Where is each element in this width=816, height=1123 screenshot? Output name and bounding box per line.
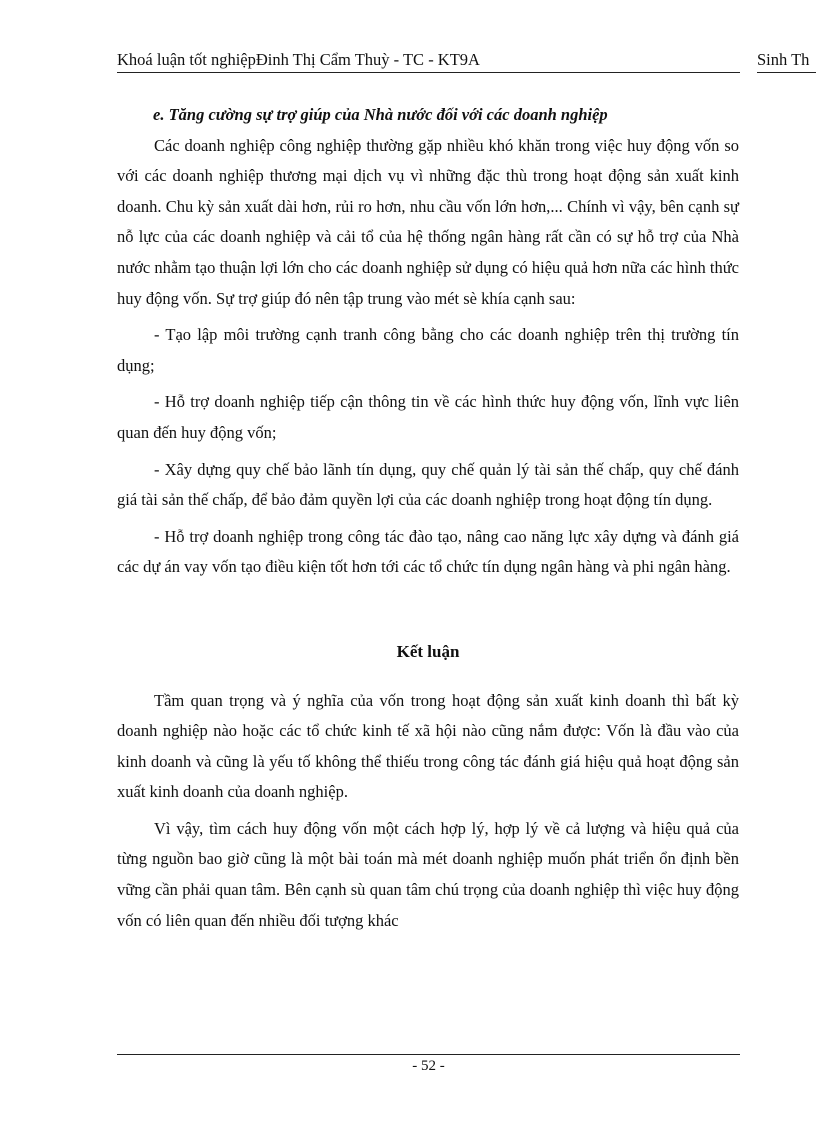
section-intro-paragraph: Các doanh nghiệp công nghiệp thường gặp nhiều khó khăn trong việc huy động vốn so với các doanh nghiệp thương mại dịch vụ vì những đặc thù trong hoạt động sản xuất kinh doanh. Chu kỳ sản xuất dài hơn, rủi ro hơn, nhu cầu vốn lớn hơn,... Chính vì vậy, bên cạnh sự nỗ lực của các doanh nghiệp và cải tổ của hệ thống ngân hàng rất cần có sự hỗ trợ của Nhà nước nhằm tạo thuận lợi lớn cho các doanh nghiệp sử dụng có hiệu quả hơn nữa các hình thức huy động vốn. Sự trợ giúp đó nên tập trung vào mét sè khía cạnh sau:: [117, 135, 739, 308]
bullet-item: - Hỗ trợ doanh nghiệp trong công tác đào tạo, nâng cao năng lực xây dựng và đánh giá các dự án vay vốn tạo điều kiện tốt hơn tới các tổ chức tín dụng ngân hàng và phi ngân hàng.: [117, 526, 739, 577]
conclusion-paragraph: Vì vậy, tìm cách huy động vốn một cách hợp lý, hợp lý về cả lượng và hiệu quả của từng nguồn bao giờ cũng là một bài toán mà mét doanh nghiệp muốn phát triển ổn định bền vững cần phải quan tâm. Bên cạnh sù quan tâm chú trọng của doanh nghiệp thì việc huy động vốn có liên quan đến nhiều đối tượng khác: [117, 818, 739, 930]
page-number: - 52 -: [412, 1058, 445, 1074]
conclusion-heading: Kết luận: [396, 641, 460, 661]
section-heading: e. Tăng cường sự trợ giúp của Nhà nước đối với các doanh nghiệp: [153, 105, 608, 124]
footer-divider: [117, 1054, 740, 1055]
conclusion-paragraph: Tầm quan trọng và ý nghĩa của vốn trong hoạt động sản xuất kinh doanh thì bất kỳ doanh nghiệp nào hoặc các tổ chức kinh tế xã hội nào cũng nắm được: Vốn là đầu vào của kinh doanh và cũng là yếu tố không thể thiếu trong công tác đánh giá hiệu quả hoạt động sản xuất kinh doanh của doanh nghiệp.: [117, 690, 739, 802]
header-divider: [117, 72, 740, 73]
header-author-truncated: Sinh Th: [757, 50, 810, 69]
bullet-item: - Hỗ trợ doanh nghiệp tiếp cận thông tin về các hình thức huy động vốn, lĩnh vực liên quan đến huy động vốn;: [117, 392, 739, 442]
page-body: [117, 100, 739, 936]
bullet-item: - Tạo lập môi trường cạnh tranh công bằng cho các doanh nghiệp trên thị trường tín dụng;: [117, 325, 739, 375]
header-divider-right: [757, 72, 816, 73]
header-title: Khoá luận tốt nghiệpĐinh Thị Cẩm Thuỳ - TC - KT9A: [117, 50, 480, 69]
bullet-item: - Xây dựng quy chế bảo lãnh tín dụng, quy chế quản lý tài sản thế chấp, quy chế đánh giá tài sản thế chấp, để bảo đảm quyền lợi của các doanh nghiệp trong hoạt động tín dụng.: [117, 459, 739, 510]
